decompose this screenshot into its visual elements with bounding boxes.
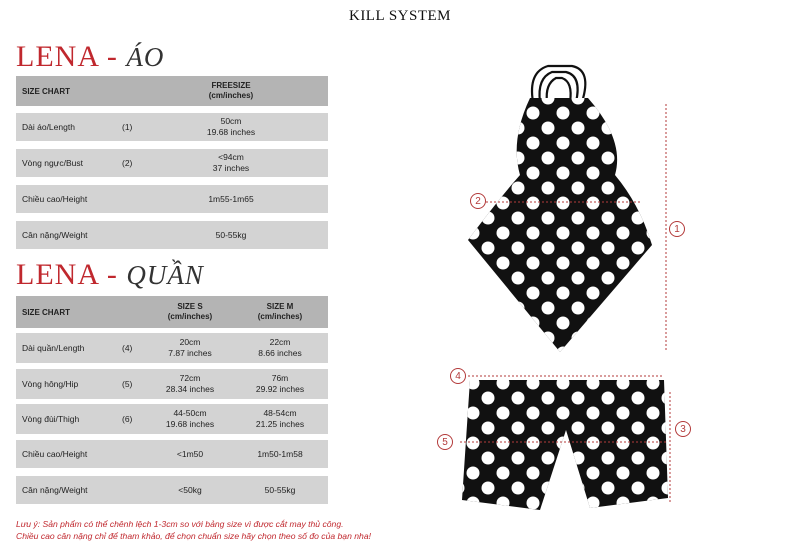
row-number: (6): [122, 414, 133, 424]
size-m-value: 50-55kg: [264, 484, 296, 495]
shorts: [462, 380, 668, 510]
marker-5: 5: [437, 434, 453, 450]
header-freesize-label: FREESIZE: [211, 81, 251, 90]
brand-name: KILL SYSTEM: [348, 8, 452, 24]
value-inches: 28.34 inches: [165, 384, 215, 394]
bottom-title-name: LENA: [16, 258, 99, 291]
bottom-title-sep: -: [98, 258, 127, 291]
row-label: Vòng đùi/Thigh: [22, 414, 80, 424]
row-number: (2): [122, 158, 133, 168]
marker-2: 2: [470, 193, 486, 209]
value-cm: 22cm: [269, 337, 291, 348]
header-size-s-label: SIZE S: [177, 302, 203, 311]
value-cm: 44-50cm: [173, 408, 207, 419]
value-inches: 19.68 inches: [206, 127, 256, 137]
row-label: Chiều cao/Height: [22, 449, 88, 459]
value-inches: 7.87 inches: [168, 348, 212, 358]
value-cm: 20cm: [179, 337, 201, 348]
row-label: Vòng hông/Hip: [22, 379, 79, 389]
note-line-1: Lưu ý: Sản phẩm có thể chênh lệch 1-3cm so với bảng size vì được cắt may thủ công.: [16, 519, 344, 529]
row-value: 50-55kg: [215, 229, 247, 240]
size-s-value: <1m50: [176, 448, 204, 459]
value-inches: 19.68 inches: [165, 419, 215, 429]
value-inches: 21.25 inches: [255, 419, 305, 429]
value-cm: 72cm: [179, 373, 201, 384]
top-title-part: ÁO: [126, 42, 165, 72]
row-label: Vòng ngực/Bust: [22, 158, 83, 168]
marker-1: 1: [669, 221, 685, 237]
marker-3: 3: [675, 421, 691, 437]
row-label: Chiều cao/Height: [22, 194, 88, 204]
bottom-title-part: QUẦN: [126, 260, 204, 290]
row-number: (4): [122, 343, 133, 353]
halter-straps: [532, 66, 585, 102]
note-line-2: Chiều cao cân nặng chỉ để tham khảo, để chọn chuẩn size hãy chọn theo số đo của bạn nha!: [16, 530, 371, 541]
halter-top: [468, 98, 652, 352]
value-inches: 29.92 inches: [255, 384, 305, 394]
size-m-value: 1m50-1m58: [257, 448, 303, 459]
value-cm: 48-54cm: [263, 408, 297, 419]
top-title-name: LENA: [16, 40, 99, 73]
header-size-chart: SIZE CHART: [22, 307, 70, 317]
row-value: 1m55-1m65: [208, 193, 254, 204]
row-number: (5): [122, 379, 133, 389]
row-label: Cân nặng/Weight: [22, 230, 88, 240]
value-cm: 50cm: [220, 116, 242, 127]
row-label: Cân nặng/Weight: [22, 485, 88, 495]
row-label: Dài quần/Length: [22, 343, 85, 353]
row-number: (1): [122, 122, 133, 132]
header-size-s-unit: (cm/inches): [167, 312, 213, 321]
top-title-sep: -: [98, 40, 127, 73]
value-inches: 8.66 inches: [258, 348, 302, 358]
size-s-value: <50kg: [178, 484, 202, 495]
value-cm: <94cm: [218, 152, 244, 163]
header-freesize-unit: (cm/inches): [208, 91, 254, 100]
value-cm: 76m: [271, 373, 289, 384]
marker-4: 4: [450, 368, 466, 384]
row-label: Dài áo/Length: [22, 122, 75, 132]
header-size-m-unit: (cm/inches): [257, 312, 303, 321]
header-size-m-label: SIZE M: [266, 302, 294, 311]
header-size-chart: SIZE CHART: [22, 86, 70, 96]
value-inches: 37 inches: [212, 163, 250, 173]
